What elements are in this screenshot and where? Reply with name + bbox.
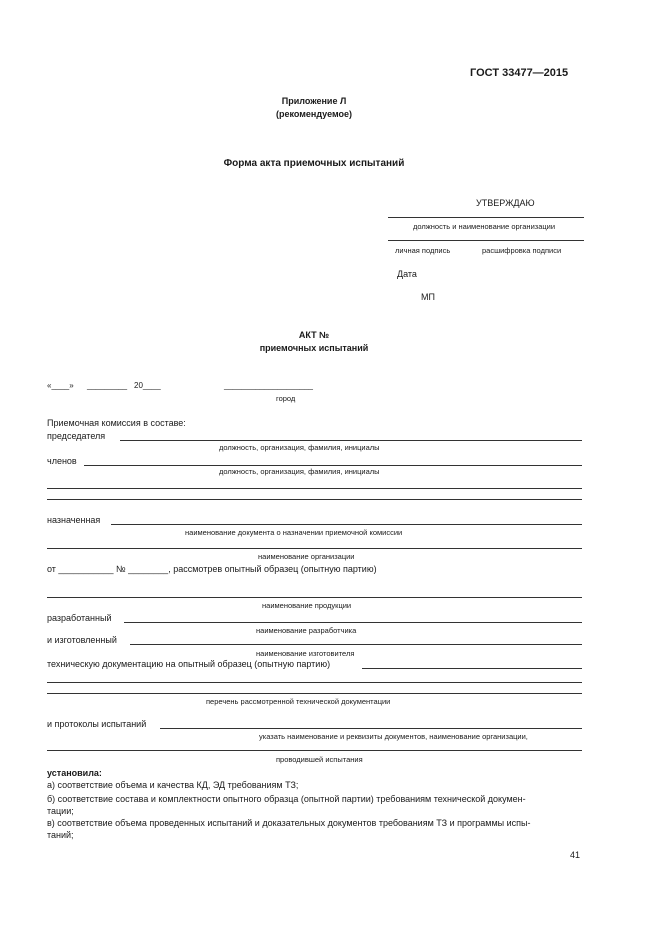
tech-doc-line xyxy=(362,668,582,669)
developer-caption: наименование разработчика xyxy=(256,626,357,635)
product-line xyxy=(47,597,582,598)
members-caption: должность, организация, фамилия, инициалы xyxy=(219,467,380,476)
date-day: «____» xyxy=(47,381,74,390)
protocols-caption-2: проводившей испытания xyxy=(276,755,363,764)
developer-line xyxy=(124,622,582,623)
tech-doc-line-3 xyxy=(47,693,582,694)
approval-title: УТВЕРЖДАЮ xyxy=(476,198,535,208)
form-title: Форма акта приемочных испытаний xyxy=(223,158,405,169)
tech-doc-caption: перечень рассмотренной технической документации xyxy=(206,697,391,706)
appointed-line xyxy=(111,524,582,525)
commission-label: Приемочная комиссия в составе: xyxy=(47,418,186,428)
position-line xyxy=(388,217,584,218)
members-label: членов xyxy=(47,456,77,466)
date-year: 20____ xyxy=(134,381,161,390)
tech-doc-label: техническую документацию на опытный образец (опытную партию) xyxy=(47,659,331,669)
organization-caption: наименование организации xyxy=(258,552,355,561)
protocols-line-2 xyxy=(47,750,582,751)
item-b-line-2: тации; xyxy=(47,806,74,816)
chairman-caption: должность, организация, фамилия, инициалы xyxy=(219,443,380,452)
members-line xyxy=(84,465,582,466)
chairman-label: председателя xyxy=(47,431,106,441)
members-line-3 xyxy=(47,499,582,500)
developed-label: разработанный xyxy=(47,613,112,623)
tech-doc-line-2 xyxy=(47,682,582,683)
organization-line xyxy=(47,548,582,549)
manufacturer-caption: наименование изготовителя xyxy=(256,649,355,658)
chairman-line xyxy=(120,440,582,441)
from-line: от ___________ № ________, рассмотрев опытный образец (опытную партию) xyxy=(47,564,377,574)
date-month: _________ xyxy=(87,381,128,390)
item-b-line-1: б) соответствие состава и комплектности опытного образца (опытной партии) требованиям технической докумен- xyxy=(47,794,526,804)
item-c-line-1: в) соответствие объема проведенных испытаний и доказательных документов требованиям ТЗ и программы испы- xyxy=(47,818,531,828)
appointed-label: назначенная xyxy=(47,515,101,525)
position-caption: должность и наименование организации xyxy=(413,222,556,231)
product-caption: наименование продукции xyxy=(262,601,352,610)
decoding-caption: расшифровка подписи xyxy=(482,246,562,255)
standard-number: ГОСТ 33477—2015 xyxy=(470,67,569,79)
page-number: 41 xyxy=(570,850,581,860)
city-caption: город xyxy=(276,394,296,403)
appendix-label: Приложение Л xyxy=(281,96,347,106)
act-subtitle: приемочных испытаний xyxy=(259,343,369,353)
protocols-line xyxy=(160,728,582,729)
protocols-label: и протоколы испытаний xyxy=(47,719,147,729)
item-c-line-2: таний; xyxy=(47,830,74,840)
date-label: Дата xyxy=(397,269,417,279)
established-label: установила: xyxy=(47,768,102,778)
protocols-caption-1: указать наименование и реквизиты документов, наименование организации, xyxy=(259,732,528,741)
manufactured-label: и изготовленный xyxy=(47,635,117,645)
stamp-label: МП xyxy=(421,292,435,302)
city-line: ____________________ xyxy=(224,381,313,390)
appendix-type: (рекомендуемое) xyxy=(276,109,352,119)
manufacturer-line xyxy=(130,644,582,645)
appointed-caption: наименование документа о назначении приемочной комиссии xyxy=(185,528,403,537)
item-a: а) соответствие объема и качества КД, ЭД требованиям ТЗ; xyxy=(47,780,299,790)
members-line-2 xyxy=(47,488,582,489)
signature-caption: личная подпись xyxy=(395,246,451,255)
signature-line xyxy=(388,240,584,241)
act-title: АКТ № xyxy=(298,330,330,340)
